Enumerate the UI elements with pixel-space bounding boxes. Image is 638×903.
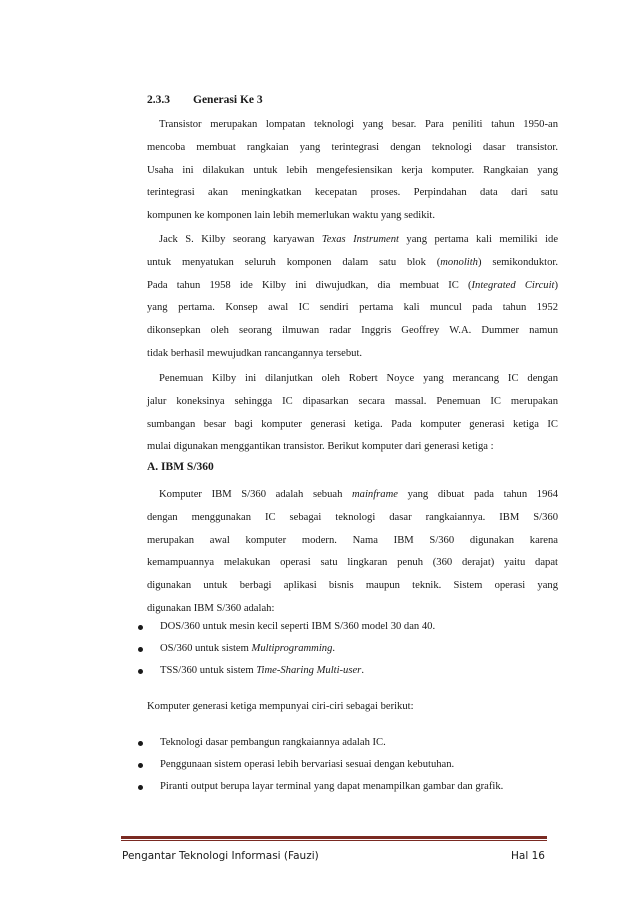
- paragraph-line: jalur koneksinya sehingga IC dipasarkan secara massal. Penemuan IC merupakan: [147, 395, 558, 407]
- paragraph-line: Komputer IBM S/360 adalah sebuah mainframe yang dibuat pada tahun 1964: [159, 489, 558, 500]
- paragraph-line: Pada tahun 1958 ide Kilby ini diwujudkan, dia membuat IC (Integrated Circuit): [147, 279, 558, 291]
- bullet-icon: [138, 763, 143, 768]
- paragraph-line: sumbangan besar bagi komputer generasi ketiga. Pada komputer generasi ketiga IC: [147, 418, 558, 430]
- list-item: DOS/360 untuk mesin kecil seperti IBM S/360 model 30 dan 40.: [128, 616, 568, 638]
- footer-divider-thin: [121, 840, 547, 841]
- paragraph-line: kemampuannya melakukan operasi satu lingkaran penuh (360 derajat) yaitu dapat: [147, 557, 558, 569]
- section-heading: [147, 94, 263, 106]
- italic-term: mainframe: [352, 489, 398, 500]
- italic-term: monolith: [440, 256, 478, 268]
- section-title: Generasi Ke 3: [193, 94, 263, 106]
- list-item: Piranti output berupa layar terminal yang dapat menampilkan gambar dan grafik.: [128, 776, 568, 798]
- footer-book-title: Pengantar Teknologi Informasi (Fauzi): [122, 850, 319, 862]
- bullet-icon: [138, 785, 143, 790]
- italic-term: Integrated Circuit: [471, 279, 555, 291]
- paragraph-line: mulai digunakan menggantikan transistor. Berikut komputer dari generasi ketiga :: [147, 441, 494, 453]
- paragraph-line: merupakan awal komputer modern. Nama IBM S/360 digunakan karena: [147, 534, 558, 546]
- bullet-icon: [138, 625, 143, 630]
- paragraph-line: kompunen ke komponen lain lebih memerlukan waktu yang sedikit.: [147, 210, 436, 222]
- list-item: TSS/360 untuk sistem Time-Sharing Multi-user.: [128, 660, 568, 682]
- footer-divider: [121, 836, 547, 839]
- paragraph-line: yang pertama. Konsep awal IC sendiri pertama kali muncul pada tahun 1952: [147, 302, 558, 314]
- paragraph-line: digunakan untuk berbagi aplikasi bisnis maupun teknik. Sistem operasi yang: [147, 580, 558, 592]
- list-item: Penggunaan sistem operasi lebih bervariasi sesuai dengan kebutuhan.: [128, 754, 568, 776]
- bullet-icon: [138, 741, 143, 746]
- paragraph-line: Usaha ini dilakukan untuk lebih mengefesiensikan kerja komputer. Rangkaian yang: [147, 164, 558, 176]
- section-number: 2.3.3: [147, 94, 170, 106]
- bullet-icon: [138, 669, 143, 674]
- paragraph-line: Transistor merupakan lompatan teknologi yang besar. Para peniliti tahun 1950-an: [159, 119, 558, 130]
- paragraph-line: terintegrasi akan meningkatkan kecepatan proses. Perpindahan data dari satu: [147, 187, 558, 199]
- paragraph-line: tidak berhasil mewujudkan rancangannya tersebut.: [147, 347, 363, 359]
- bullet-icon: [138, 647, 143, 652]
- list-item: OS/360 untuk sistem Multiprogramming.: [128, 638, 568, 660]
- paragraph-transistor: [147, 114, 558, 228]
- paragraph-ibm-s360: [147, 484, 558, 621]
- subheading-ibm-s360: A. IBM S/360: [147, 461, 214, 473]
- paragraph-line: dikonsepkan oleh seorang ilmuwan radar Inggris Geoffrey W.A. Dummer namun: [147, 325, 558, 337]
- paragraph-line: dengan menggunakan IC sebagai teknologi dasar rangkaiannya. IBM S/360: [147, 511, 558, 523]
- os-list: [128, 616, 568, 682]
- italic-term: Time-Sharing Multi-user: [256, 665, 362, 676]
- paragraph-kilby: [147, 229, 558, 366]
- characteristics-list: [128, 732, 568, 798]
- paragraph-noyce: [147, 368, 558, 459]
- paragraph-line: untuk menyatukan seluruh komponen dalam satu blok (monolith) semikonduktor.: [147, 256, 558, 268]
- characteristics-intro: Komputer generasi ketiga mempunyai ciri-ciri sebagai berikut:: [147, 701, 414, 712]
- paragraph-line: digunakan IBM S/360 adalah:: [147, 602, 275, 614]
- paragraph-line: mencoba membuat rangkaian yang terintegrasi dengan teknologi dasar transistor.: [147, 141, 558, 153]
- footer-page-number: Hal 16: [511, 850, 545, 862]
- italic-term: Texas Instrument: [321, 234, 399, 245]
- paragraph-line: Penemuan Kilby ini dilanjutkan oleh Robert Noyce yang merancang IC dengan: [159, 373, 558, 384]
- list-item: Teknologi dasar pembangun rangkaiannya adalah IC.: [128, 732, 568, 754]
- paragraph-line: Jack S. Kilby seorang karyawan Texas Instrument yang pertama kali memiliki ide: [159, 234, 559, 245]
- italic-term: Multiprogramming: [251, 643, 333, 654]
